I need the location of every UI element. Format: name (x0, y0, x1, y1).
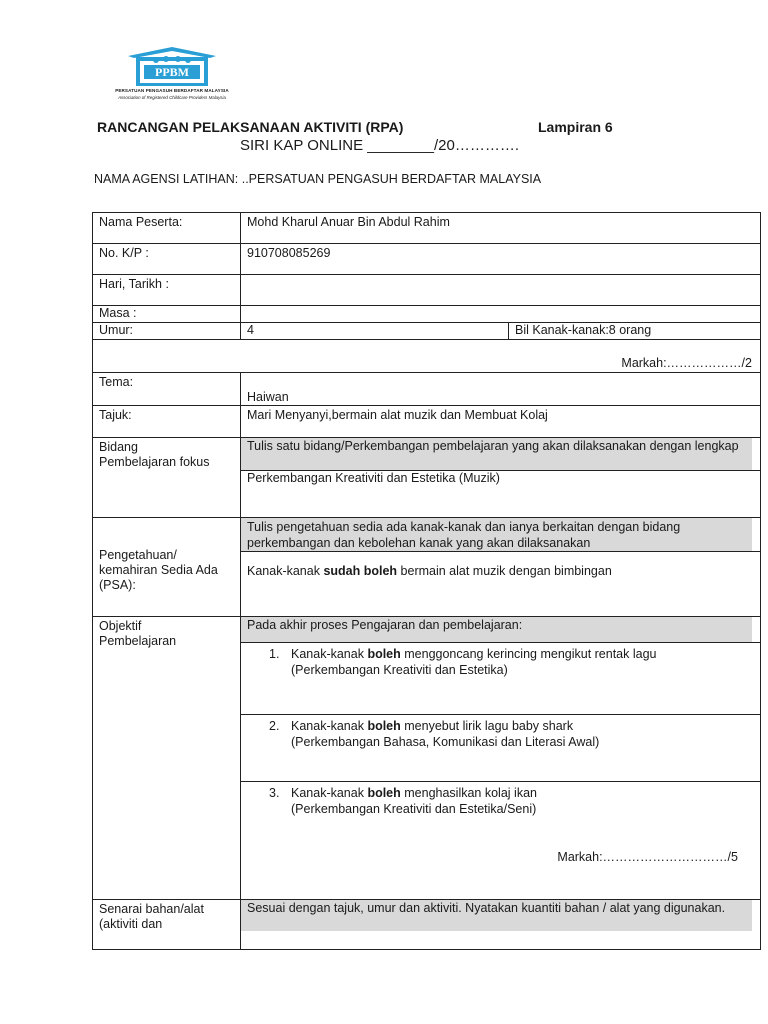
bidang-label-cell (93, 438, 241, 518)
markah-pendahuluan: Markah:………………/2 (93, 340, 761, 373)
hari-label: Hari, Tarikh : (93, 275, 241, 306)
bidang-value: Perkembangan Kreativiti dan Estetika (Muzik) (241, 470, 760, 486)
psa-value (241, 551, 760, 579)
bidang-label-line2: Pembelajaran fokus (99, 455, 210, 469)
bahan-cell (241, 900, 761, 950)
masa-label: Masa : (93, 306, 241, 323)
objective-text-pre: Kanak-kanak (291, 647, 368, 661)
bahan-hint: Sesuai dengan tajuk, umur dan aktiviti. Nyatakan kuantiti bahan / alat yang digunakan. (241, 900, 752, 931)
bidang-cell (241, 438, 761, 518)
masa-value (241, 306, 761, 323)
objective-domain: (Perkembangan Bahasa, Komunikasi dan Literasi Awal) (291, 735, 600, 749)
hari-value (241, 275, 761, 306)
objective-text-post: menyebut lirik lagu baby shark (400, 719, 574, 733)
objective-item (241, 642, 760, 714)
logo-org-name-en: Association of Registered Childcare Providers Malaysia (118, 95, 226, 100)
house-logo-icon (92, 46, 252, 88)
agensi-latihan: NAMA AGENSI LATIHAN: ..PERSATUAN PENGASUH BERDAFTAR MALAYSIA (94, 172, 542, 186)
objective-number: 2. (269, 719, 280, 733)
lampiran-label: Lampiran 6 (538, 119, 613, 135)
umur-value: 4 (241, 323, 509, 340)
umur-label: Umur: (93, 323, 241, 340)
objektif-label-line2: Pembelajaran (99, 634, 177, 648)
objective-text-bold: boleh (367, 647, 401, 661)
ppbm-logo (92, 46, 252, 106)
objektif-cell (241, 617, 761, 900)
objective-domain: (Perkembangan Kreativiti dan Estetika/Seni) (291, 802, 537, 816)
psa-label: Pengetahuan/ kemahiran Sedia Ada (PSA): (93, 518, 241, 617)
tajuk-value: Mari Menyanyi,bermain alat muzik dan Membuat Kolaj (241, 406, 761, 438)
objective-domain: (Perkembangan Kreativiti dan Estetika) (291, 663, 508, 677)
objective-item (241, 781, 760, 836)
bidang-label-line1: Bidang (99, 440, 138, 454)
objective-text-post: menggoncang kerincing mengikut rentak lagu (400, 647, 657, 661)
bidang-hint: Tulis satu bidang/Perkembangan pembelajaran yang akan dilaksanakan dengan lengkap (241, 438, 752, 470)
siri-kap-line: SIRI KAP ONLINE ________/20…………. (240, 137, 520, 154)
tema-value: Haiwan (241, 373, 761, 406)
objective-text-post: menghasilkan kolaj ikan (400, 786, 537, 800)
objective-number: 1. (269, 647, 280, 661)
document-title: RANCANGAN PELAKSANAAN AKTIVITI (RPA) (97, 119, 404, 135)
objektif-label-line1: Objektif (99, 619, 142, 633)
psa-hint: Tulis pengetahuan sedia ada kanak-kanak dan ianya berkaitan dengan bidang perkembangan dan kebolehan kanak yang akan dilaksanakan (241, 518, 752, 551)
bahan-label: Senarai bahan/alat (aktiviti dan (93, 900, 241, 950)
markah-objektif: Markah:…………………………/5 (557, 850, 738, 864)
logo-org-name: PERSATUAN PENGASUH BERDAFTAR MALAYSIA (115, 88, 229, 93)
nama-label: Nama Peserta: (93, 213, 241, 244)
tajuk-label: Tajuk: (93, 406, 241, 438)
psa-value-post: bermain alat muzik dengan bimbingan (397, 564, 612, 578)
tema-label: Tema: (93, 373, 241, 406)
objective-item (241, 714, 760, 781)
psa-value-bold: sudah boleh (323, 564, 398, 578)
logo-brand: PPBM (155, 65, 189, 79)
objective-text-bold: boleh (367, 719, 401, 733)
psa-value-pre: Kanak-kanak (247, 564, 324, 578)
objective-text-pre: Kanak-kanak (291, 719, 368, 733)
rpa-form-table (92, 212, 761, 950)
objective-text-bold: boleh (367, 786, 401, 800)
kp-value: 910708085269 (241, 244, 761, 275)
kp-label: No. K/P : (93, 244, 241, 275)
objective-text-pre: Kanak-kanak (291, 786, 368, 800)
psa-cell (241, 518, 761, 617)
objektif-label-cell (93, 617, 241, 900)
nama-value: Mohd Kharul Anuar Bin Abdul Rahim (241, 213, 761, 244)
bil-kanak-kanak: Bil Kanak-kanak:8 orang (509, 323, 761, 340)
objektif-hint: Pada akhir proses Pengajaran dan pembelajaran: (241, 617, 752, 642)
objective-number: 3. (269, 786, 280, 800)
